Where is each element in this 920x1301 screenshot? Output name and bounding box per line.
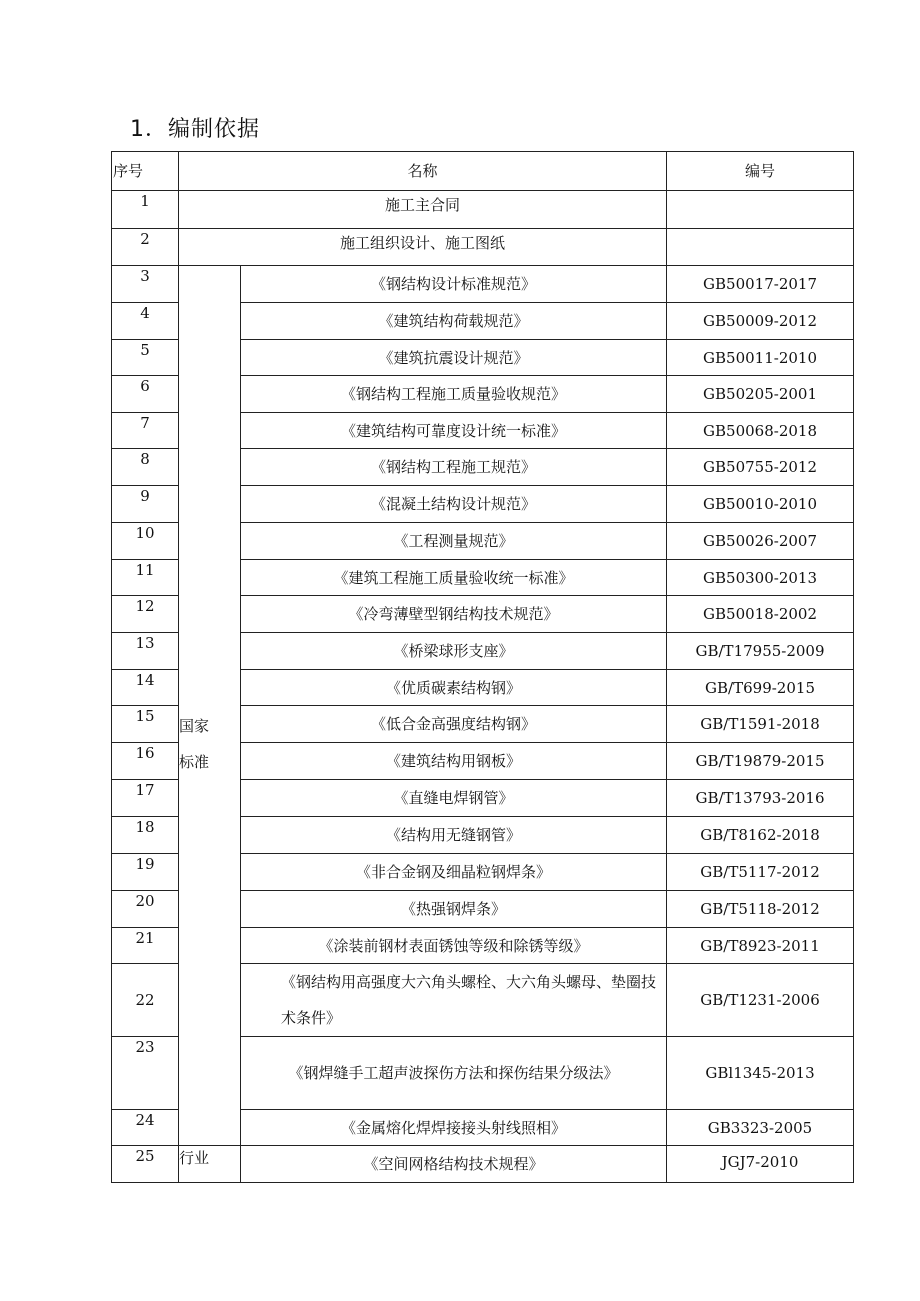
- row-code: GB/T1231-2006: [667, 964, 854, 1037]
- row-code: GB/T8923-2011: [667, 928, 854, 964]
- row-name: 施工主合同: [179, 191, 667, 229]
- row-seq: 13: [112, 633, 179, 670]
- row-code: GB50010-2010: [667, 486, 854, 523]
- category-industry: 行业: [179, 1146, 241, 1183]
- row-code: GB50018-2002: [667, 596, 854, 633]
- row-name: 《结构用无缝钢管》: [241, 817, 667, 854]
- row-name: 《钢焊缝手工超声波探伤方法和探伤结果分级法》: [241, 1037, 667, 1110]
- row-code: JGJ7-2010: [667, 1146, 854, 1183]
- row-code: GB50205-2001: [667, 376, 854, 413]
- row-name: 《涂装前钢材表面锈蚀等级和除锈等级》: [241, 928, 667, 964]
- header-name: 名称: [179, 152, 667, 191]
- row-code: GB/T8162-2018: [667, 817, 854, 854]
- row-name: 《建筑结构荷载规范》: [241, 303, 667, 340]
- row-name: 《低合金高强度结构钢》: [241, 706, 667, 743]
- row-code: GB/T17955-2009: [667, 633, 854, 670]
- row-code: GB/T5118-2012: [667, 891, 854, 928]
- row-seq: 4: [112, 303, 179, 340]
- row-code: GB50068-2018: [667, 413, 854, 449]
- row-code: GB50300-2013: [667, 560, 854, 596]
- row-seq: 6: [112, 376, 179, 413]
- row-seq: 2: [112, 229, 179, 266]
- row-name: 《建筑抗震设计规范》: [241, 340, 667, 376]
- header-seq: 序号: [112, 152, 179, 191]
- row-name: 《建筑工程施工质量验收统一标准》: [241, 560, 667, 596]
- row-name: 《钢结构工程施工质量验收规范》: [241, 376, 667, 413]
- row-name: 《建筑结构用钢板》: [241, 743, 667, 780]
- row-seq: 19: [112, 854, 179, 891]
- row-code: GB/T699-2015: [667, 670, 854, 706]
- section-heading: 1．编制依据: [130, 117, 260, 142]
- row-seq: 17: [112, 780, 179, 817]
- row-seq: 23: [112, 1037, 179, 1110]
- category-national: [179, 266, 241, 1146]
- basis-table: [111, 151, 854, 1183]
- row-seq: 9: [112, 486, 179, 523]
- row-seq: 15: [112, 706, 179, 743]
- row-name: 《建筑结构可靠度设计统一标准》: [241, 413, 667, 449]
- row-code: GB50009-2012: [667, 303, 854, 340]
- row-name: 《空间网格结构技术规程》: [241, 1146, 667, 1183]
- row-code: GB/T13793-2016: [667, 780, 854, 817]
- row-code: GB3323-2005: [667, 1110, 854, 1146]
- table-row: [112, 1146, 854, 1183]
- row-name: 《钢结构工程施工规范》: [241, 449, 667, 486]
- row-name: 《混凝土结构设计规范》: [241, 486, 667, 523]
- row-name: 施工组织设计、施工图纸: [179, 229, 667, 266]
- row-code: GBl1345-2013: [667, 1037, 854, 1110]
- row-name: 《热强钢焊条》: [241, 891, 667, 928]
- row-code: [667, 229, 854, 266]
- row-name: 《桥梁球形支座》: [241, 633, 667, 670]
- row-name: 《工程测量规范》: [241, 523, 667, 560]
- row-name: 《直缝电焊钢管》: [241, 780, 667, 817]
- row-seq: 14: [112, 670, 179, 706]
- row-seq: 5: [112, 340, 179, 376]
- row-code: GB/T1591-2018: [667, 706, 854, 743]
- row-seq: 12: [112, 596, 179, 633]
- row-seq: 20: [112, 891, 179, 928]
- table-header-row: [112, 152, 854, 191]
- row-seq: 10: [112, 523, 179, 560]
- row-seq: 7: [112, 413, 179, 449]
- row-name: 《非合金钢及细晶粒钢焊条》: [241, 854, 667, 891]
- row-seq: 16: [112, 743, 179, 780]
- row-code: GB/T5117-2012: [667, 854, 854, 891]
- row-seq: 3: [112, 266, 179, 303]
- row-code: [667, 191, 854, 229]
- row-code: GB50017-2017: [667, 266, 854, 303]
- header-code: 编号: [667, 152, 854, 191]
- row-name: 《冷弯薄壁型钢结构技术规范》: [241, 596, 667, 633]
- row-seq: 1: [112, 191, 179, 229]
- table-row: [112, 266, 854, 303]
- row-code: GB50026-2007: [667, 523, 854, 560]
- table-row: [112, 229, 854, 266]
- row-seq: 24: [112, 1110, 179, 1146]
- row-name: 《金属熔化焊焊接接头射线照相》: [241, 1110, 667, 1146]
- category-national-label: 国家标准: [179, 716, 210, 771]
- row-seq: 25: [112, 1146, 179, 1183]
- row-seq: 8: [112, 449, 179, 486]
- row-code: GB50011-2010: [667, 340, 854, 376]
- row-name: 《钢结构用高强度大六角头螺栓、大六角头螺母、垫圈技术条件》: [241, 964, 667, 1037]
- row-code: GB/T19879-2015: [667, 743, 854, 780]
- row-seq: 18: [112, 817, 179, 854]
- row-name: 《钢结构设计标准规范》: [241, 266, 667, 303]
- row-seq: 22: [112, 964, 179, 1037]
- row-seq: 21: [112, 928, 179, 964]
- row-code: GB50755-2012: [667, 449, 854, 486]
- row-name: 《优质碳素结构钢》: [241, 670, 667, 706]
- row-seq: 11: [112, 560, 179, 596]
- table-row: [112, 191, 854, 229]
